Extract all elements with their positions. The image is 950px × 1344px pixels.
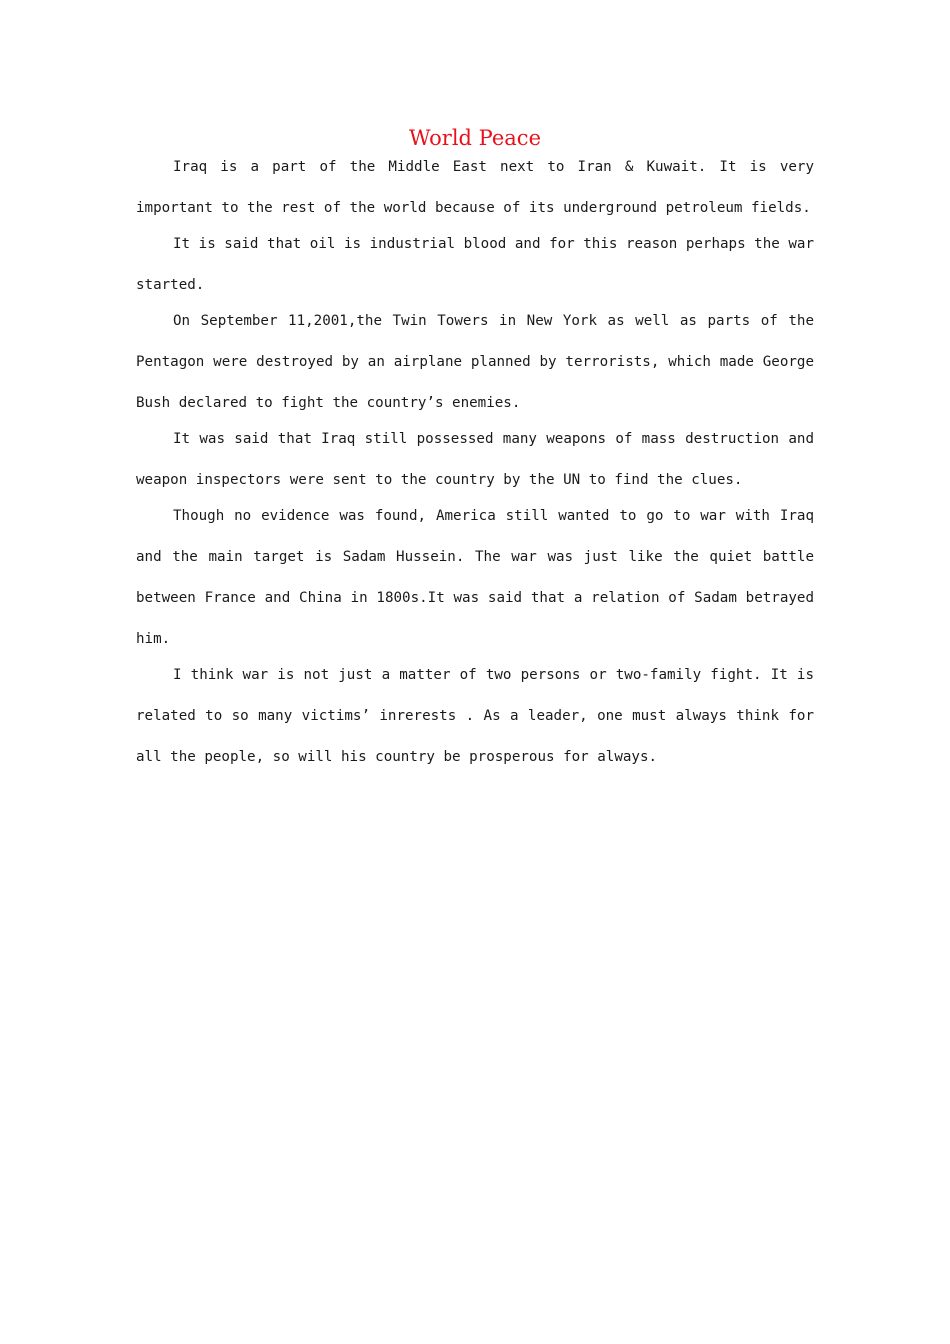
paragraph-5: Though no evidence was found, America still wanted to go to war with Iraq and the main target is Sadam Hussein. The war was just like the quiet battle between France and China in 1800s.It was said that a relation of Sadam betrayed him. <box>136 508 814 647</box>
paragraph-2: It is said that oil is industrial blood and for this reason perhaps the war started. <box>136 236 814 293</box>
document-title: World Peace <box>409 126 541 150</box>
paragraph-4: It was said that Iraq still possessed many weapons of mass destruction and weapon inspectors were sent to the country by the UN to find the clues. <box>136 431 814 488</box>
paragraph-6: I think war is not just a matter of two persons or two-family fight. It is related to so many victims’ inrerests . As a leader, one must always think for all the people, so will his country be prosperous for always. <box>136 667 814 765</box>
paragraph-1: Iraq is a part of the Middle East next to Iran & Kuwait. It is very important to the rest of the world because of its underground petroleum fields. <box>136 159 814 216</box>
paragraph-3: On September 11,2001,the Twin Towers in New York as well as parts of the Pentagon were destroyed by an airplane planned by terrorists, which made George Bush declared to fight the country’s enemies. <box>136 313 814 411</box>
document-body <box>136 124 814 778</box>
